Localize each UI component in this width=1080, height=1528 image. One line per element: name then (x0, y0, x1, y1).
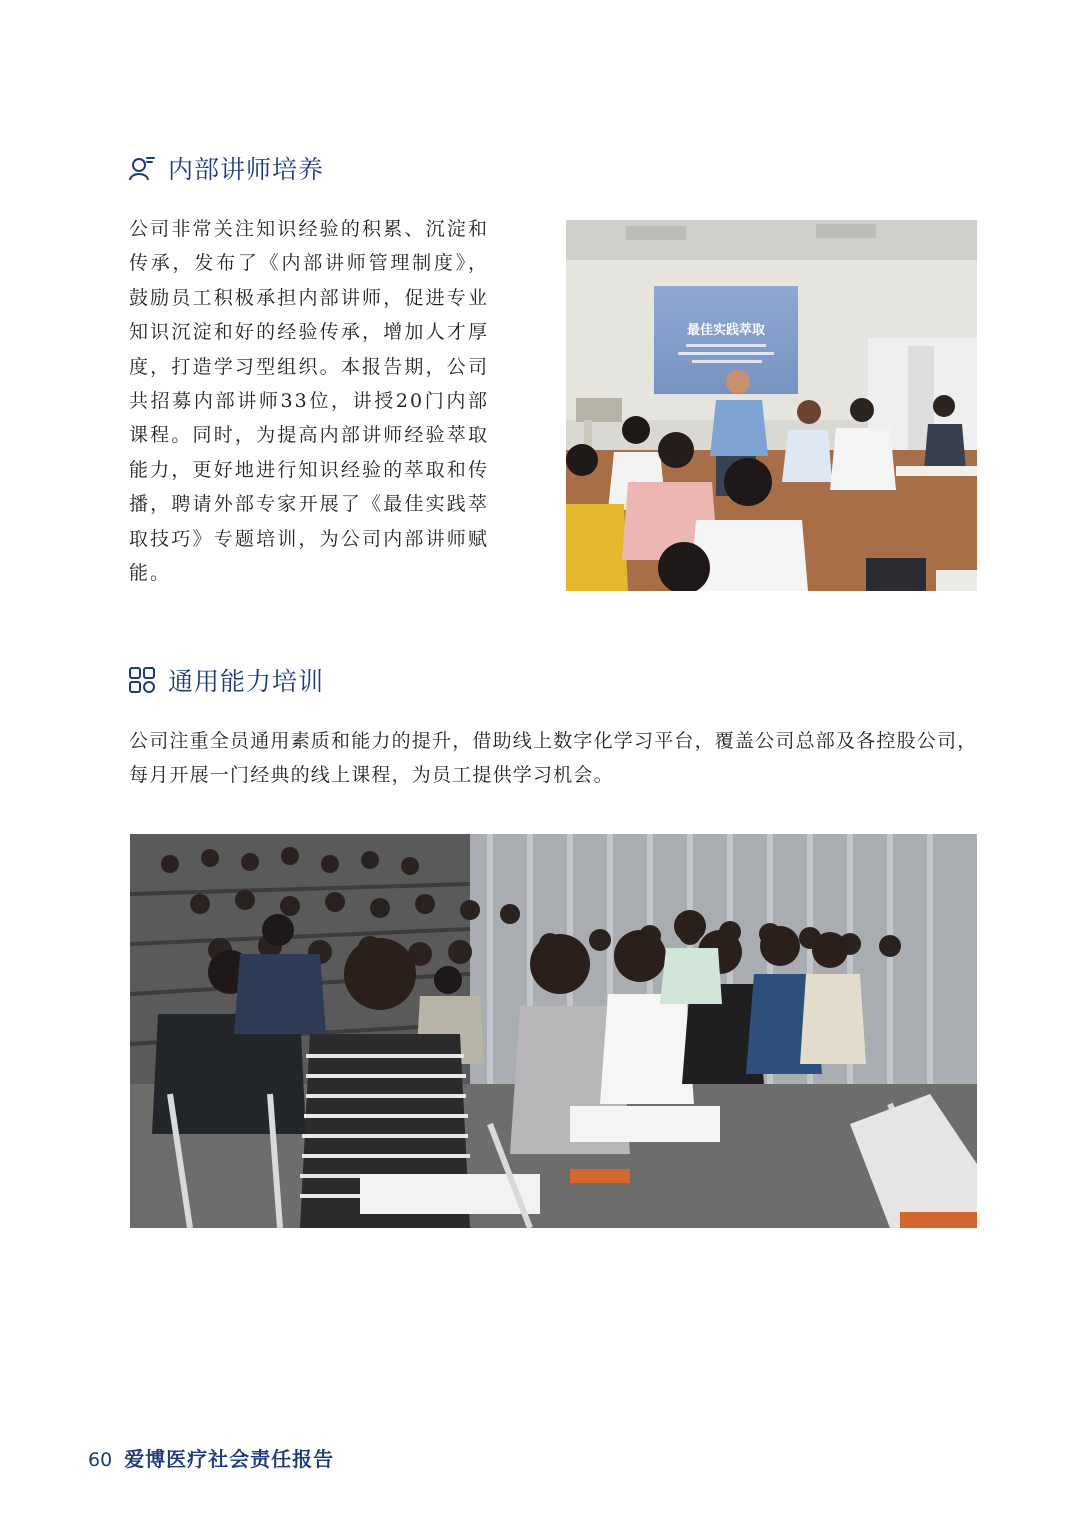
section-title-text: 通用能力培训 (168, 667, 325, 696)
report-title: 爱博医疗社会责任报告 (124, 1447, 335, 1471)
grid-blocks-icon (128, 666, 156, 694)
section-title-internal-trainer (128, 150, 324, 186)
section-title-general-training (128, 662, 324, 698)
general-training-paragraph: 公司注重全员通用素质和能力的提升，借助线上数字化学习平台，覆盖公司总部及各控股公司，每月开展一门经典的线上课程，为员工提供学习机会。 (129, 730, 978, 786)
page-number: 60 (88, 1449, 113, 1471)
training-photo-presenter (566, 220, 977, 591)
page-footer (88, 1443, 334, 1472)
internal-trainer-paragraph: 公司非常关注知识经验的积累、沉淀和传承，发布了《内部讲师管理制度》，鼓励员工积极承担内部讲师，促进专业知识沉淀和好的经验传承，增加人才厚度，打造学习型组织。本报告期，公司共招募内部讲师33位，讲授20门内部课程。同时，为提高内部讲师经验萃取能力，更好地进行知识经验的萃取和传播，聘请外部专家开展了《最佳实践萃取技巧》专题培训，为公司内部讲师赋能。 (129, 218, 489, 585)
speaker-person-icon (128, 154, 156, 182)
section-title-text: 内部讲师培养 (168, 155, 325, 184)
training-photo-audience (130, 834, 977, 1228)
slide-title: 最佳实践萃取 (686, 323, 766, 338)
